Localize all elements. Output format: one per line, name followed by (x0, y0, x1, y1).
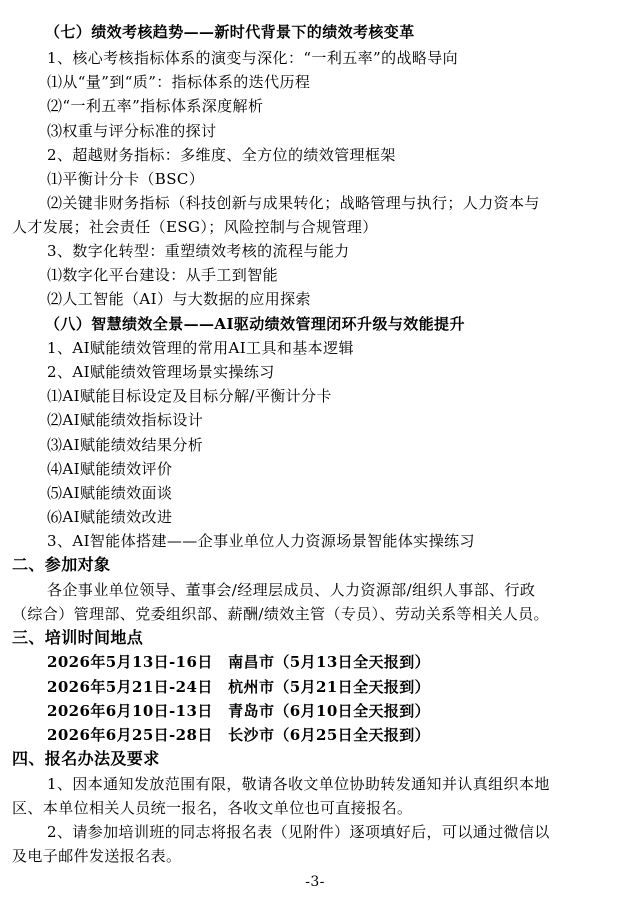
registration-p1-line1: 1、因本通知发放范围有限，敬请各收文单位协助转发通知并认真组织本地 (47, 775, 550, 793)
list-item: ⑷AI赋能绩效评价 (47, 460, 173, 478)
list-item: 2、超越财务指标：多维度、全方位的绩效管理框架 (47, 146, 396, 164)
registration-p1-line2: 区、本单位相关人员统一报名，各收文单位也可直接报名。 (12, 799, 413, 817)
list-item: ⑴AI赋能目标设定及目标分解/平衡计分卡 (47, 387, 332, 405)
list-item: ⑵“一利五率”指标体系深度解析 (47, 97, 264, 115)
schedule-row: 2026年5月13日-16日 南昌市（5月13日全天报到） (47, 653, 431, 671)
list-item: ⑴数字化平台建设：从手工到智能 (47, 266, 279, 284)
participants-text-line2: （综合）管理部、党委组织部、薪酬/绩效主管（专员）、劳动关系等相关人员。 (12, 605, 549, 623)
list-item: ⑵AI赋能绩效指标设计 (47, 411, 204, 429)
schedule-row: 2026年5月21日-24日 杭州市（5月21日全天报到） (47, 678, 431, 696)
participants-heading: 二、参加对象 (12, 555, 111, 574)
list-item: ⑸AI赋能绩效面谈 (47, 484, 173, 502)
list-item: 3、数字化转型：重塑绩效考核的流程与能力 (47, 242, 350, 260)
registration-p2-line1: 2、请参加培训班的同志将报名表（见附件）逐项填好后，可以通过微信以 (47, 823, 550, 841)
list-item: ⑵关键非财务指标（科技创新与成果转化；战略管理与执行；人力资本与 (47, 194, 540, 212)
list-item: ⑶AI赋能绩效结果分析 (47, 436, 204, 454)
list-item: ⑴从“量”到“质”：指标体系的迭代历程 (47, 73, 311, 91)
registration-heading: 四、报名办法及要求 (12, 749, 160, 768)
list-item: ⑹AI赋能绩效改进 (47, 508, 173, 526)
list-item: ⑵人工智能（AI）与大数据的应用探索 (47, 290, 311, 308)
participants-text-line1: 各企事业单位领导、董事会/经理层成员、人力资源部/组织人事部、行政 (47, 581, 536, 599)
schedule-row: 2026年6月25日-28日 长沙市（6月25日全天报到） (47, 726, 431, 744)
section8-title: （八）智慧绩效全景——AI驱动绩效管理闭环升级与效能提升 (45, 315, 465, 333)
list-item: 1、核心考核指标体系的演变与深化：“一利五率”的战略导向 (47, 49, 459, 67)
list-item: 3、AI智能体搭建——企事业单位人力资源场景智能体实操练习 (47, 532, 475, 550)
list-item: 人才发展；社会责任（ESG）；风险控制与合规管理） (12, 218, 378, 236)
schedule-row: 2026年6月10日-13日 青岛市（6月10日全天报到） (47, 702, 431, 720)
list-item: 2、AI赋能绩效管理场景实操练习 (47, 363, 275, 381)
list-item: 1、AI赋能绩效管理的常用AI工具和基本逻辑 (47, 339, 354, 357)
registration-p2-line2: 及电子邮件发送报名表。 (12, 847, 182, 865)
list-item: ⑶权重与评分标准的探讨 (47, 122, 217, 140)
list-item: ⑴平衡计分卡（BSC） (47, 170, 205, 188)
page-number: -3- (305, 874, 325, 890)
schedule-heading: 三、培训时间地点 (12, 628, 144, 647)
section7-title: （七）绩效考核趋势——新时代背景下的绩效考核变革 (45, 23, 415, 41)
